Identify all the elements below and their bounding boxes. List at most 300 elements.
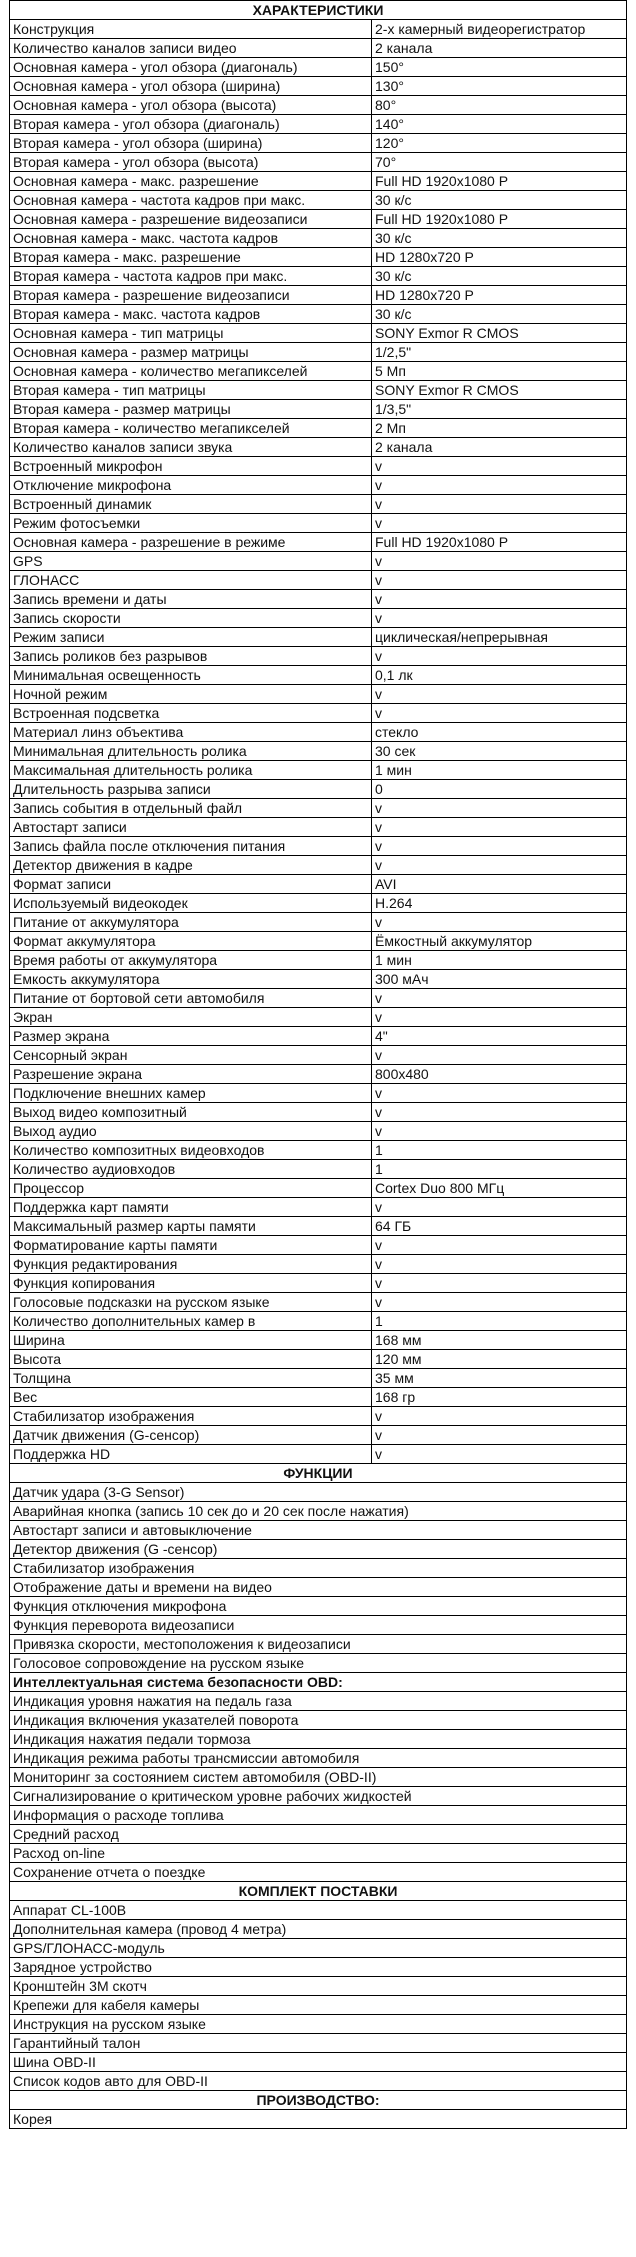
spec-value: 2 Мп [372, 419, 627, 438]
spec-value: Full HD 1920x1080 P [372, 533, 627, 552]
spec-row [10, 704, 627, 723]
spec-value: v [372, 1103, 627, 1122]
spec-table [9, 0, 627, 2129]
spec-value: 150° [372, 58, 627, 77]
spec-value: v [372, 1008, 627, 1027]
spec-label: Вторая камера - угол обзора (диагональ) [10, 115, 372, 134]
function-item: Датчик удара (3-G Sensor) [10, 1483, 627, 1502]
spec-row [10, 77, 627, 96]
spec-row [10, 875, 627, 894]
spec-label: Основная камера - угол обзора (ширина) [10, 77, 372, 96]
spec-label: Емкость аккумулятора [10, 970, 372, 989]
spec-row [10, 1426, 627, 1445]
spec-value: 1 [372, 1312, 627, 1331]
spec-label: Конструкция [10, 20, 372, 39]
spec-label: Вторая камера - макс. разрешение [10, 248, 372, 267]
spec-row [10, 1217, 627, 1236]
spec-row [10, 837, 627, 856]
spec-value: v [372, 1407, 627, 1426]
spec-label: Время работы от аккумулятора [10, 951, 372, 970]
spec-row [10, 818, 627, 837]
spec-row [10, 115, 627, 134]
spec-label: Стабилизатор изображения [10, 1407, 372, 1426]
spec-label: Запись роликов без разрывов [10, 647, 372, 666]
spec-row [10, 609, 627, 628]
spec-value: 64 ГБ [372, 1217, 627, 1236]
function-item: Функция переворота видеозаписи [10, 1616, 627, 1635]
spec-value: v [372, 1293, 627, 1312]
package-item: GPS/ГЛОНАСС-модуль [10, 1939, 627, 1958]
spec-row [10, 457, 627, 476]
spec-row [10, 1046, 627, 1065]
spec-value: 1 мин [372, 761, 627, 780]
list-row [10, 1616, 627, 1635]
spec-row [10, 400, 627, 419]
list-row [10, 1977, 627, 1996]
spec-label: Встроенный динамик [10, 495, 372, 514]
spec-table-body [10, 1, 627, 2129]
spec-label: Количество каналов записи видео [10, 39, 372, 58]
obd-title: Интеллектуальная система безопасности OBD: [10, 1673, 627, 1692]
package-item: Крепежи для кабеля камеры [10, 1996, 627, 2015]
spec-label: Экран [10, 1008, 372, 1027]
obd-item: Индикация включения указателей поворота [10, 1711, 627, 1730]
spec-row [10, 191, 627, 210]
spec-row [10, 1103, 627, 1122]
spec-row [10, 324, 627, 343]
list-row [10, 2053, 627, 2072]
spec-label: Запись скорости [10, 609, 372, 628]
spec-label: Поддержка карт памяти [10, 1198, 372, 1217]
list-row [10, 2072, 627, 2091]
function-item: Детектор движения (G -сенсор) [10, 1540, 627, 1559]
list-row [10, 1578, 627, 1597]
spec-value: v [372, 837, 627, 856]
spec-label: Основная камера - тип матрицы [10, 324, 372, 343]
spec-row [10, 1084, 627, 1103]
list-row [10, 2034, 627, 2053]
list-row [10, 1787, 627, 1806]
spec-value: v [372, 514, 627, 533]
package-item: Инструкция на русском языке [10, 2015, 627, 2034]
spec-value: v [372, 799, 627, 818]
spec-value: v [372, 1084, 627, 1103]
spec-row [10, 58, 627, 77]
spec-label: Минимальная освещенность [10, 666, 372, 685]
obd-item: Информация о расходе топлива [10, 1806, 627, 1825]
spec-label: Ночной режим [10, 685, 372, 704]
section-header-row [10, 2091, 627, 2110]
spec-row [10, 1160, 627, 1179]
spec-label: Запись времени и даты [10, 590, 372, 609]
spec-value: Ёмкостный аккумулятор [372, 932, 627, 951]
list-row [10, 1483, 627, 1502]
spec-value: 2 канала [372, 438, 627, 457]
spec-value: HD 1280x720 P [372, 286, 627, 305]
list-row [10, 1730, 627, 1749]
list-row [10, 1692, 627, 1711]
spec-value: стекло [372, 723, 627, 742]
spec-row [10, 1350, 627, 1369]
spec-label: Питание от аккумулятора [10, 913, 372, 932]
section-header-row [10, 1882, 627, 1901]
spec-value: 30 сек [372, 742, 627, 761]
spec-value: 1/3,5" [372, 400, 627, 419]
spec-label: Используемый видеокодек [10, 894, 372, 913]
spec-value: 1 [372, 1141, 627, 1160]
list-row [10, 1711, 627, 1730]
spec-row [10, 1388, 627, 1407]
spec-value: 1/2,5" [372, 343, 627, 362]
spec-label: Вторая камера - угол обзора (высота) [10, 153, 372, 172]
package-item: Аппарат CL-100B [10, 1901, 627, 1920]
spec-row [10, 1141, 627, 1160]
spec-label: Поддержка HD [10, 1445, 372, 1464]
spec-value: v [372, 590, 627, 609]
spec-label: Встроенная подсветка [10, 704, 372, 723]
spec-row [10, 628, 627, 647]
list-row [10, 1806, 627, 1825]
spec-row [10, 343, 627, 362]
spec-label: Основная камера - угол обзора (диагональ) [10, 58, 372, 77]
spec-row [10, 533, 627, 552]
list-row [10, 1521, 627, 1540]
spec-row [10, 989, 627, 1008]
spec-row [10, 685, 627, 704]
spec-label: Автостарт записи [10, 818, 372, 837]
spec-row [10, 1312, 627, 1331]
spec-label: Количество композитных видеовходов [10, 1141, 372, 1160]
spec-label: Основная камера - макс. частота кадров [10, 229, 372, 248]
obd-item: Индикация режима работы трансмиссии автомобиля [10, 1749, 627, 1768]
spec-value: 30 к/с [372, 305, 627, 324]
spec-row [10, 476, 627, 495]
list-row [10, 1863, 627, 1882]
spec-row [10, 761, 627, 780]
spec-row [10, 286, 627, 305]
spec-label: Голосовые подсказки на русском языке [10, 1293, 372, 1312]
spec-label: Максимальный размер карты памяти [10, 1217, 372, 1236]
list-row [10, 2110, 627, 2129]
function-item: Автостарт записи и автовыключение [10, 1521, 627, 1540]
list-row [10, 1844, 627, 1863]
spec-label: Вторая камера - количество мегапикселей [10, 419, 372, 438]
spec-value: 800x480 [372, 1065, 627, 1084]
spec-label: Количество каналов записи звука [10, 438, 372, 457]
spec-row [10, 1274, 627, 1293]
list-row [10, 1635, 627, 1654]
list-row [10, 1901, 627, 1920]
spec-label: Минимальная длительность ролика [10, 742, 372, 761]
spec-value: v [372, 1255, 627, 1274]
spec-value: 120° [372, 134, 627, 153]
list-row [10, 1597, 627, 1616]
spec-value: v [372, 818, 627, 837]
spec-row [10, 153, 627, 172]
spec-row [10, 362, 627, 381]
spec-row [10, 1407, 627, 1426]
spec-row [10, 96, 627, 115]
spec-label: Вес [10, 1388, 372, 1407]
list-row [10, 1920, 627, 1939]
spec-value: v [372, 685, 627, 704]
spec-value: v [372, 704, 627, 723]
spec-row [10, 267, 627, 286]
spec-value: v [372, 1445, 627, 1464]
spec-value: 30 к/с [372, 229, 627, 248]
spec-label: ГЛОНАСС [10, 571, 372, 590]
spec-row [10, 495, 627, 514]
package-item: Гарантийный талон [10, 2034, 627, 2053]
spec-row [10, 666, 627, 685]
spec-row [10, 1198, 627, 1217]
spec-label: Высота [10, 1350, 372, 1369]
spec-value: 0 [372, 780, 627, 799]
spec-value: SONY Exmor R CMOS [372, 324, 627, 343]
list-row [10, 1958, 627, 1977]
spec-row [10, 894, 627, 913]
spec-label: Основная камера - угол обзора (высота) [10, 96, 372, 115]
spec-value: циклическая/непрерывная [372, 628, 627, 647]
spec-value: 120 мм [372, 1350, 627, 1369]
spec-value: 30 к/с [372, 267, 627, 286]
characteristics-title: ХАРАКТЕРИСТИКИ [10, 1, 627, 20]
spec-label: Разрешение экрана [10, 1065, 372, 1084]
list-row [10, 1939, 627, 1958]
spec-label: Количество дополнительных камер в [10, 1312, 372, 1331]
spec-label: Питание от бортовой сети автомобиля [10, 989, 372, 1008]
spec-label: Функция редактирования [10, 1255, 372, 1274]
spec-value: 140° [372, 115, 627, 134]
spec-row [10, 856, 627, 875]
spec-row [10, 514, 627, 533]
spec-row [10, 799, 627, 818]
spec-value: v [372, 457, 627, 476]
spec-value: 1 [372, 1160, 627, 1179]
spec-label: Подключение внешних камер [10, 1084, 372, 1103]
spec-value: Full HD 1920x1080 P [372, 172, 627, 191]
spec-value: v [372, 1046, 627, 1065]
spec-label: Материал линз объектива [10, 723, 372, 742]
spec-value: 168 мм [372, 1331, 627, 1350]
spec-value: v [372, 495, 627, 514]
spec-value: 168 гр [372, 1388, 627, 1407]
spec-value: v [372, 552, 627, 571]
spec-row [10, 1236, 627, 1255]
spec-row [10, 172, 627, 191]
function-item: Аварийная кнопка (запись 10 сек до и 20 сек после нажатия) [10, 1502, 627, 1521]
obd-item: Сохранение отчета о поездке [10, 1863, 627, 1882]
list-row [10, 1559, 627, 1578]
package-item: Список кодов авто для OBD-II [10, 2072, 627, 2091]
production-title: ПРОИЗВОДСТВО: [10, 2091, 627, 2110]
spec-label: Толщина [10, 1369, 372, 1388]
spec-label: Основная камера - разрешение видеозаписи [10, 210, 372, 229]
spec-row [10, 1255, 627, 1274]
spec-row [10, 1027, 627, 1046]
spec-row [10, 780, 627, 799]
package-item: Кронштейн 3М скотч [10, 1977, 627, 1996]
spec-row [10, 438, 627, 457]
spec-label: Вторая камера - размер матрицы [10, 400, 372, 419]
spec-label: Выход аудио [10, 1122, 372, 1141]
spec-value: H.264 [372, 894, 627, 913]
spec-row [10, 1122, 627, 1141]
spec-value: 35 мм [372, 1369, 627, 1388]
spec-label: Формат аккумулятора [10, 932, 372, 951]
spec-value: 2 канала [372, 39, 627, 58]
spec-label: Запись файла после отключения питания [10, 837, 372, 856]
spec-value: v [372, 609, 627, 628]
obd-title-row [10, 1673, 627, 1692]
obd-item: Индикация уровня нажатия на педаль газа [10, 1692, 627, 1711]
spec-value: 30 к/с [372, 191, 627, 210]
package-item: Зарядное устройство [10, 1958, 627, 1977]
spec-value: 5 Мп [372, 362, 627, 381]
spec-value: 130° [372, 77, 627, 96]
spec-value: v [372, 1122, 627, 1141]
spec-label: Основная камера - макс. разрешение [10, 172, 372, 191]
list-row [10, 1996, 627, 2015]
function-item: Голосовое сопровождение на русском языке [10, 1654, 627, 1673]
function-item: Функция отключения микрофона [10, 1597, 627, 1616]
spec-label: Детектор движения в кадре [10, 856, 372, 875]
spec-value: 70° [372, 153, 627, 172]
spec-label: Функция копирования [10, 1274, 372, 1293]
spec-label: Форматирование карты памяти [10, 1236, 372, 1255]
spec-label: Режим фотосъемки [10, 514, 372, 533]
spec-label: Вторая камера - макс. частота кадров [10, 305, 372, 324]
spec-row [10, 571, 627, 590]
spec-value: Cortex Duo 800 МГц [372, 1179, 627, 1198]
package-item: Шина OBD-II [10, 2053, 627, 2072]
spec-row [10, 932, 627, 951]
spec-label: Основная камера - количество мегапикселей [10, 362, 372, 381]
spec-value: 80° [372, 96, 627, 115]
spec-value: v [372, 1426, 627, 1445]
spec-row [10, 1008, 627, 1027]
spec-value: v [372, 1198, 627, 1217]
spec-label: Длительность разрыва записи [10, 780, 372, 799]
spec-row [10, 39, 627, 58]
obd-item: Расход on-line [10, 1844, 627, 1863]
obd-item: Сигнализирование о критическом уровне рабочих жидкостей [10, 1787, 627, 1806]
spec-value: v [372, 1274, 627, 1293]
spec-row [10, 1065, 627, 1084]
spec-value: 2-х камерный видеорегистратор [372, 20, 627, 39]
spec-value: 300 мАч [372, 970, 627, 989]
spec-row [10, 723, 627, 742]
spec-row [10, 1445, 627, 1464]
spec-row [10, 552, 627, 571]
function-item: Привязка скорости, местоположения к видеозаписи [10, 1635, 627, 1654]
spec-value: v [372, 571, 627, 590]
spec-value: SONY Exmor R CMOS [372, 381, 627, 400]
spec-label: Процессор [10, 1179, 372, 1198]
spec-label: Вторая камера - тип матрицы [10, 381, 372, 400]
spec-value: AVI [372, 875, 627, 894]
obd-item: Индикация нажатия педали тормоза [10, 1730, 627, 1749]
spec-row [10, 419, 627, 438]
spec-label: Датчик движения (G-сенсор) [10, 1426, 372, 1445]
spec-label: Максимальная длительность ролика [10, 761, 372, 780]
spec-value: v [372, 1236, 627, 1255]
obd-item: Мониторинг за состоянием систем автомобиля (OBD-II) [10, 1768, 627, 1787]
spec-row [10, 1331, 627, 1350]
spec-label: Режим записи [10, 628, 372, 647]
spec-label: Количество аудиовходов [10, 1160, 372, 1179]
production-item: Корея [10, 2110, 627, 2129]
spec-label: Основная камера - размер матрицы [10, 343, 372, 362]
spec-row [10, 951, 627, 970]
spec-row [10, 1179, 627, 1198]
spec-row [10, 381, 627, 400]
section-header-row [10, 1, 627, 20]
list-row [10, 1654, 627, 1673]
spec-label: Формат записи [10, 875, 372, 894]
spec-row [10, 210, 627, 229]
spec-row [10, 913, 627, 932]
list-row [10, 1749, 627, 1768]
spec-label: Вторая камера - угол обзора (ширина) [10, 134, 372, 153]
list-row [10, 1825, 627, 1844]
spec-row [10, 229, 627, 248]
spec-value: Full HD 1920x1080 P [372, 210, 627, 229]
spec-label: GPS [10, 552, 372, 571]
function-item: Стабилизатор изображения [10, 1559, 627, 1578]
spec-row [10, 590, 627, 609]
spec-row [10, 1293, 627, 1312]
spec-label: Размер экрана [10, 1027, 372, 1046]
spec-label: Основная камера - разрешение в режиме [10, 533, 372, 552]
spec-label: Выход видео композитный [10, 1103, 372, 1122]
spec-row [10, 1369, 627, 1388]
spec-label: Встроенный микрофон [10, 457, 372, 476]
spec-value: 1 мин [372, 951, 627, 970]
obd-item: Средний расход [10, 1825, 627, 1844]
section-header-row [10, 1464, 627, 1483]
spec-row [10, 742, 627, 761]
spec-value: v [372, 989, 627, 1008]
spec-value: v [372, 856, 627, 875]
package-title: КОМПЛЕКТ ПОСТАВКИ [10, 1882, 627, 1901]
spec-label: Основная камера - частота кадров при макс. [10, 191, 372, 210]
spec-value: 4" [372, 1027, 627, 1046]
function-item: Отображение даты и времени на видео [10, 1578, 627, 1597]
spec-row [10, 970, 627, 989]
spec-label: Запись события в отдельный файл [10, 799, 372, 818]
spec-value: v [372, 647, 627, 666]
package-item: Дополнительная камера (провод 4 метра) [10, 1920, 627, 1939]
spec-value: v [372, 913, 627, 932]
spec-value: HD 1280x720 P [372, 248, 627, 267]
spec-label: Вторая камера - разрешение видеозаписи [10, 286, 372, 305]
spec-row [10, 248, 627, 267]
spec-value: v [372, 476, 627, 495]
list-row [10, 2015, 627, 2034]
spec-row [10, 20, 627, 39]
spec-row [10, 305, 627, 324]
spec-row [10, 647, 627, 666]
list-row [10, 1768, 627, 1787]
spec-value: 0,1 лк [372, 666, 627, 685]
spec-label: Вторая камера - частота кадров при макс. [10, 267, 372, 286]
functions-title: ФУНКЦИИ [10, 1464, 627, 1483]
spec-label: Ширина [10, 1331, 372, 1350]
list-row [10, 1540, 627, 1559]
spec-row [10, 134, 627, 153]
spec-label: Сенсорный экран [10, 1046, 372, 1065]
